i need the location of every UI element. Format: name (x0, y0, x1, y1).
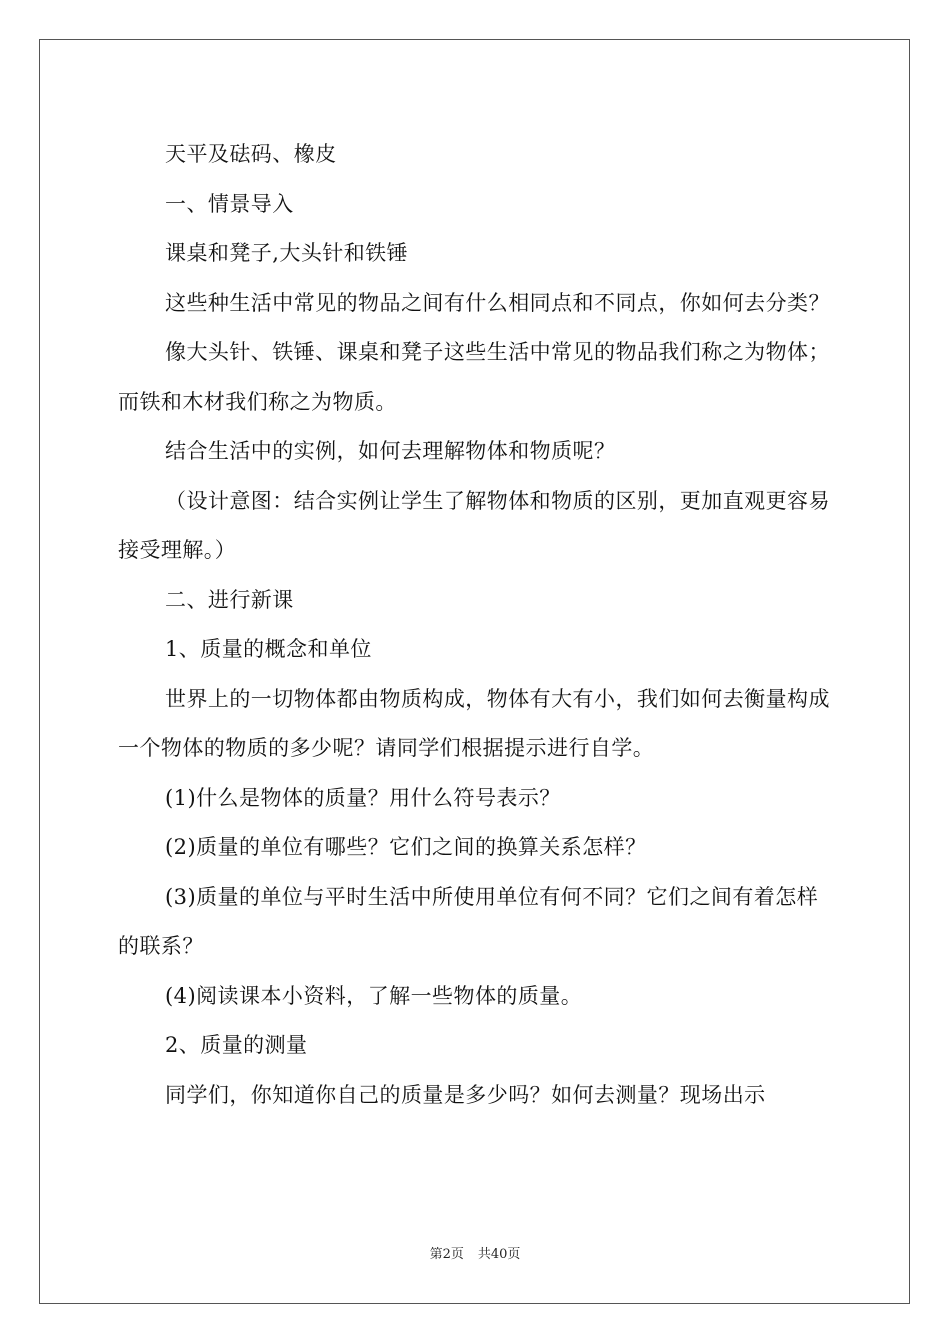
subsection-heading: 1、质量的概念和单位 (165, 637, 372, 661)
design-note: （设计意图：结合实例让学生了解物体和物质的区别，更加直观更容易接受理解。） (118, 488, 830, 562)
section-heading: 一、情景导入 (165, 191, 294, 216)
question-item: (2)质量的单位有哪些？它们之间的换算关系怎样？ (165, 835, 647, 859)
question-item: (3)质量的单位与平时生活中所使用单位有何不同？它们之间有着怎样的联系？ (118, 884, 819, 958)
page-total: 共40页 (477, 1247, 521, 1262)
subsection-heading: 2、质量的测量 (165, 1033, 308, 1057)
document-body (118, 130, 838, 1120)
question-item: (4)阅读课本小资料，了解一些物体的质量。 (165, 983, 583, 1008)
paragraph: 同学们，你知道你自己的质量是多少吗？如何去测量？现场出示 (165, 1082, 766, 1107)
paragraph: 这些种生活中常见的物品之间有什么相同点和不同点，你如何去分类？ (165, 290, 830, 315)
paragraph: 课桌和凳子,大头针和铁锤 (165, 241, 409, 265)
question-item: (1)什么是物体的质量？用什么符号表示？ (165, 785, 561, 810)
paragraph: 天平及砝码、橡皮 (165, 142, 337, 166)
paragraph: 结合生活中的实例，如何去理解物体和物质呢？ (165, 439, 616, 463)
page-footer (0, 1246, 950, 1264)
paragraph: 世界上的一切物体都由物质构成，物体有大有小，我们如何去衡量构成一个物体的物质的多少呢？请同学们根据提示进行自学。 (118, 686, 830, 760)
section-heading: 二、进行新课 (165, 587, 294, 612)
page-number: 第2页 (429, 1247, 464, 1262)
paragraph: 像大头针、铁锤、课桌和凳子这些生活中常见的物品我们称之为物体；而铁和木材我们称之为物质。 (118, 340, 830, 414)
